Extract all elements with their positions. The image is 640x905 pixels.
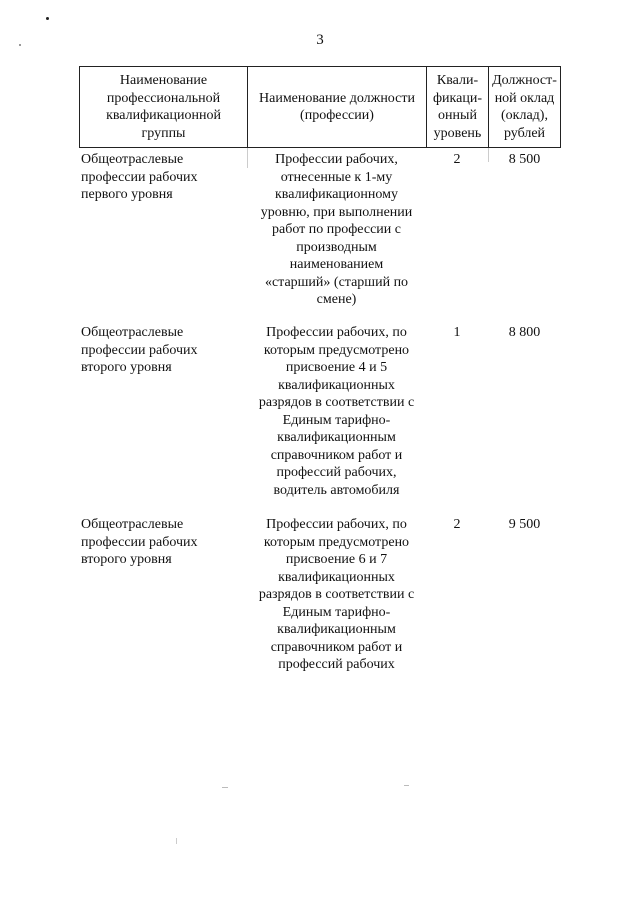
row-group: Общеотраслевые профессии рабочих первого уровня xyxy=(81,152,198,202)
row-salary: 9 500 xyxy=(508,517,541,532)
row-position: Профессии рабочих, по которым предусмотрено присвоение 4 и 5 квалификационных разрядов в соответствии с Единым тарифно- квалификационным справочником работ и профессий рабочих, водитель автомобиля xyxy=(258,325,415,498)
header-qualification-level: Квали- фикаци- онный уровень xyxy=(427,67,489,147)
header-position-name: Наименование должности (профессии) xyxy=(248,67,427,147)
scan-mark xyxy=(404,785,409,786)
row-salary: 8 500 xyxy=(508,152,541,167)
header-salary: Должност- ной оклад (оклад), рублей xyxy=(492,73,557,141)
row-level: 1 xyxy=(453,325,461,340)
row-level: 2 xyxy=(453,517,461,532)
row-group: Общеотраслевые профессии рабочих второго уровня xyxy=(81,517,198,567)
row-salary: 8 800 xyxy=(508,325,541,340)
scan-speck xyxy=(46,17,49,20)
row-position: Профессии рабочих, отнесенные к 1-му квалификационному уровню, при выполнении работ по профессии с производным наименованием «старший» (старший по смене) xyxy=(260,152,413,307)
scan-mark xyxy=(176,838,177,844)
table-header xyxy=(79,66,561,148)
scan-mark xyxy=(222,787,228,788)
row-position: Профессии рабочих, по которым предусмотрено присвоение 6 и 7 квалификационных разрядов в соответствии с Единым тарифно- квалификационным справочником работ и профессий рабочих xyxy=(258,517,415,672)
row-group: Общеотраслевые профессии рабочих второго уровня xyxy=(81,325,198,375)
page-number: 3 xyxy=(316,32,324,48)
header-group-name: Наименование профессиональной квалификационной группы xyxy=(80,67,248,147)
row-level: 2 xyxy=(453,152,461,167)
